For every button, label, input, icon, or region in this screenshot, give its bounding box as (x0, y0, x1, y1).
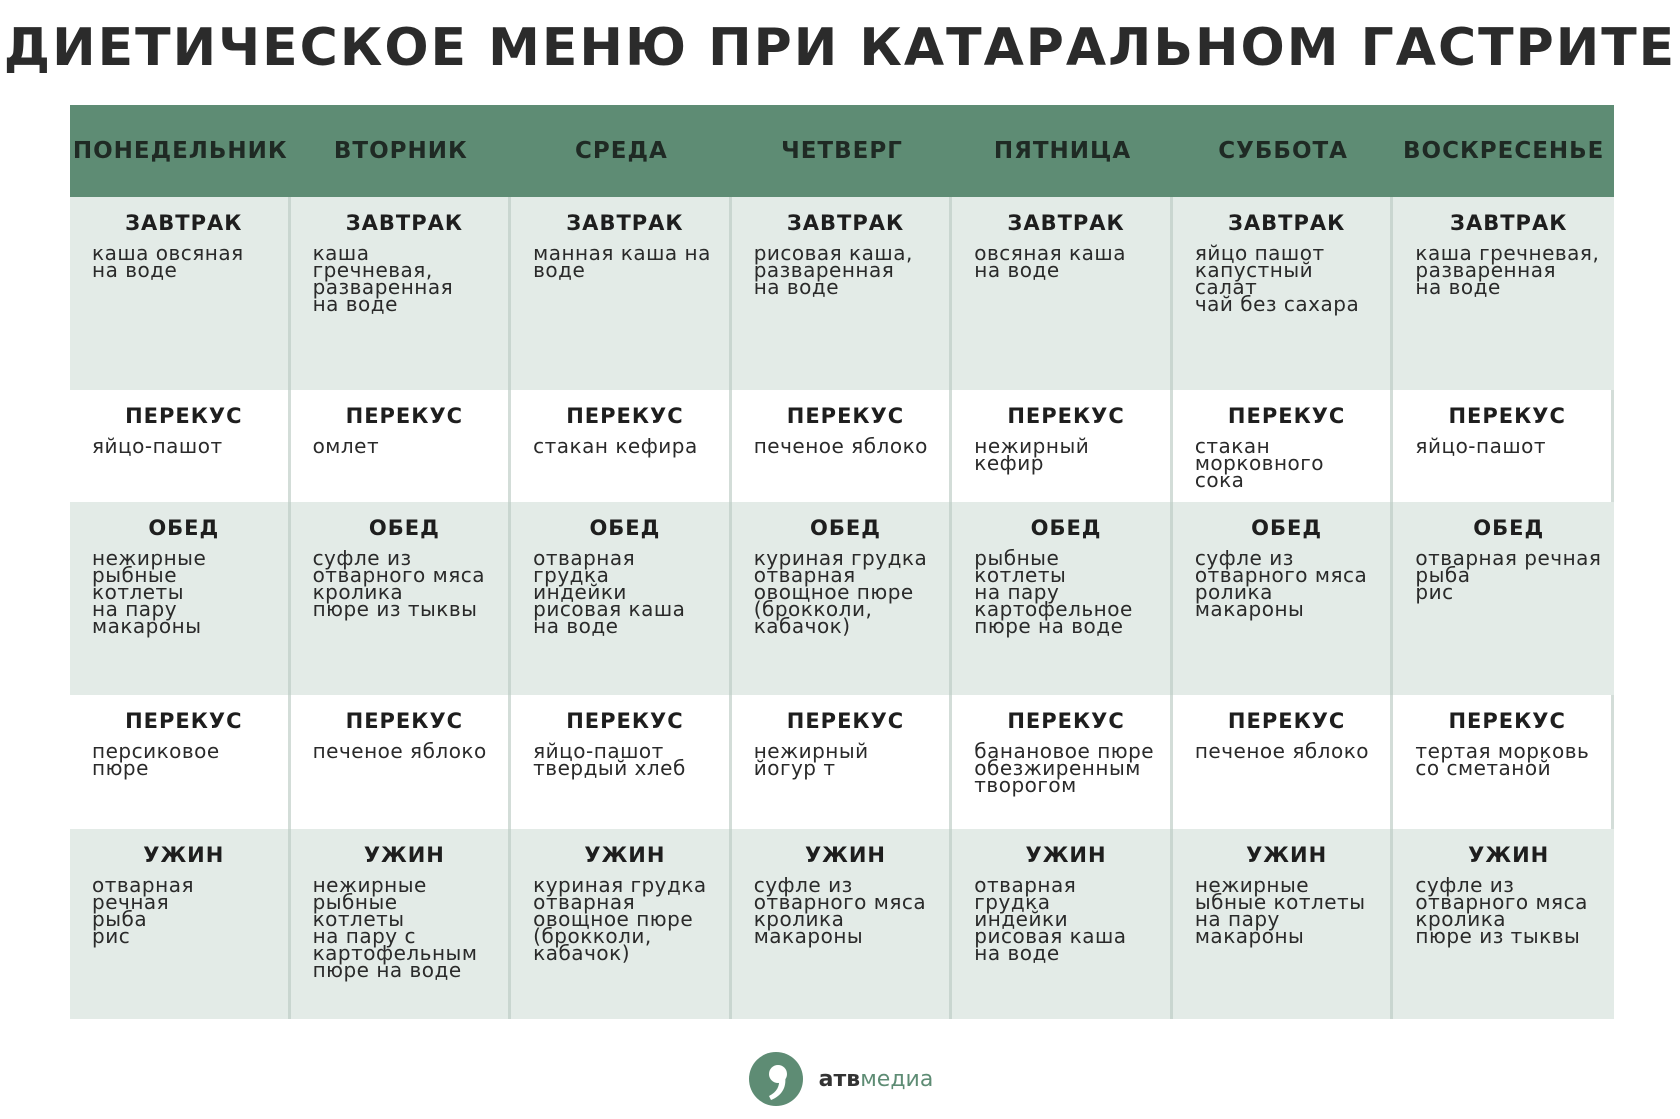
meal-items: суфле из отварного мяса кролика пюре из тыквы (1415, 873, 1588, 948)
menu-cell (952, 197, 1173, 390)
meal-items: тертая морковь со сметаной (1415, 739, 1590, 780)
meal-label: ПЕРЕКУС (1007, 709, 1125, 733)
meal-items: куриная грудка отварная овощное пюре (брокколи, кабачок) (753, 546, 928, 638)
meal-items: яйцо пашот капустный салат чай без сахара (1194, 241, 1360, 316)
page-title: ДИЕТИЧЕСКОЕ МЕНЮ ПРИ КАТАРАЛЬНОМ ГАСТРИТЕ (3, 18, 1677, 78)
menu-cell (952, 502, 1173, 695)
menu-cell (732, 695, 953, 829)
menu-cell (70, 197, 291, 390)
meal-label: УЖИН (804, 843, 887, 867)
meal-items: нежирные ыбные котлеты на пару макароны (1194, 873, 1366, 948)
menu-cell (952, 695, 1173, 829)
menu-cell (1173, 197, 1394, 390)
meal-items: рисовая каша, разваренная на воде (753, 241, 913, 299)
meal-label: ЗАВТРАК (1007, 211, 1125, 235)
menu-cell (511, 502, 732, 695)
day-header: ЧЕТВЕРГ (732, 105, 953, 197)
day-header: ВОСКРЕСЕНЬЕ (1393, 105, 1614, 197)
meal-label: ПЕРЕКУС (1007, 404, 1125, 428)
brand-name (819, 1067, 934, 1092)
meal-label: ПЕРЕКУС (786, 404, 905, 428)
meal-items: куриная грудка отварная овощное пюре (брокколи, кабачок) (533, 873, 707, 965)
menu-cell (1393, 502, 1614, 695)
menu-cell (1393, 197, 1614, 390)
menu-cell (291, 502, 512, 695)
menu-table (70, 105, 1614, 1019)
menu-cell (1173, 695, 1394, 829)
meal-items: каша гречневая, разваренная на воде (312, 241, 454, 316)
meal-label: ОБЕД (368, 516, 440, 540)
meal-label: УЖИН (143, 843, 225, 867)
menu-cell (732, 829, 953, 1019)
meal-items: отварная речная рыба рис (1415, 546, 1602, 604)
menu-cell (1173, 502, 1394, 695)
meal-label: УЖИН (1468, 843, 1550, 867)
meal-label: ОБЕД (1251, 516, 1323, 540)
day-header: ПОНЕДЕЛЬНИК (70, 105, 291, 197)
meal-label: УЖИН (363, 843, 445, 867)
meal-items: нежирный кефир (974, 434, 1090, 475)
brand-bold: атв (818, 1066, 861, 1092)
menu-cell (70, 390, 291, 502)
menu-cell (1173, 829, 1394, 1019)
meal-items: суфле из отварного мяса кролика макароны (753, 873, 927, 948)
meal-items: отварная речная рыба рис (92, 873, 194, 948)
meal-label: ОБЕД (810, 516, 881, 540)
day-header: ПЯТНИЦА (952, 105, 1173, 197)
menu-cell (732, 502, 953, 695)
meal-label: УЖИН (1025, 843, 1107, 867)
meal-items: стакан кефира (533, 434, 698, 458)
meal-items: суфле из отварного мяса кролика пюре из тыквы (312, 546, 485, 621)
meal-label: ЗАВТРАК (1450, 211, 1568, 235)
atv-logo-icon (747, 1050, 805, 1108)
meal-items: овсяная каша на воде (974, 241, 1126, 282)
meal-label: ПЕРЕКУС (125, 709, 243, 733)
meal-label: ПЕРЕКУС (1227, 709, 1346, 733)
meal-items: отварная грудка индейки рисовая каша на воде (974, 873, 1127, 965)
footer (0, 1050, 1680, 1108)
meal-label: ПЕРЕКУС (345, 404, 464, 428)
menu-cell (291, 390, 512, 502)
menu-cell (952, 390, 1173, 502)
meal-label: ПЕРЕКУС (566, 709, 684, 733)
menu-cell (952, 829, 1173, 1019)
meal-label: УЖИН (584, 843, 666, 867)
meal-label: ЗАВТРАК (125, 211, 243, 235)
meal-items: печеное яблоко (312, 739, 487, 763)
meal-label: ПЕРЕКУС (1227, 404, 1346, 428)
meal-items: нежирные рыбные котлеты на пару с картофельным пюре на воде (312, 873, 478, 982)
meal-items: персиковое пюре (92, 739, 220, 780)
meal-label: ПЕРЕКУС (566, 404, 684, 428)
meal-label: ЗАВТРАК (786, 211, 905, 235)
meal-label: ПЕРЕКУС (125, 404, 243, 428)
meal-items: омлет (312, 434, 380, 458)
meal-items: отварная грудка индейки рисовая каша на воде (533, 546, 686, 638)
meal-items: манная каша на воде (533, 241, 711, 282)
day-header: СРЕДА (511, 105, 732, 197)
meal-label: ПЕРЕКУС (1448, 404, 1566, 428)
menu-cell (70, 829, 291, 1019)
meal-label: УЖИН (1246, 843, 1328, 867)
meal-items: рыбные котлеты на пару картофельное пюре на воде (974, 546, 1133, 638)
meal-items: яйцо-пашот (92, 434, 223, 458)
meal-items: яйцо-пашот (1415, 434, 1547, 458)
meal-label: ЗАВТРАК (566, 211, 684, 235)
menu-cell (511, 390, 732, 502)
meal-label: ЗАВТРАК (1227, 211, 1346, 235)
meal-label: ЗАВТРАК (345, 211, 463, 235)
menu-cell (1393, 390, 1614, 502)
menu-cell (511, 829, 732, 1019)
meal-label: ПЕРЕКУС (345, 709, 464, 733)
meal-items: банановое пюре обезжиренным творогом (974, 739, 1155, 797)
menu-cell (1393, 695, 1614, 829)
meal-items: печеное яблоко (1194, 739, 1370, 763)
menu-cell (291, 197, 512, 390)
meal-items: каша гречневая, разваренная на воде (1415, 241, 1600, 299)
menu-cell (1393, 829, 1614, 1019)
menu-cell (70, 502, 291, 695)
meal-items: яйцо-пашот твердый хлеб (533, 739, 686, 780)
meal-items: нежирные рыбные котлеты на пару макароны (92, 546, 207, 638)
menu-cell (291, 829, 512, 1019)
menu-cell (511, 695, 732, 829)
brand-light: медиа (860, 1066, 934, 1092)
meal-items: нежирный йогур т (753, 739, 869, 780)
day-header: СУББОТА (1173, 105, 1394, 197)
meal-label: ОБЕД (589, 516, 661, 540)
menu-cell (1173, 390, 1394, 502)
meal-label: ОБЕД (148, 516, 220, 540)
meal-items: печеное яблоко (753, 434, 928, 458)
meal-items: суфле из отварного мяса ролика макароны (1194, 546, 1368, 621)
meal-items: стакан морковного сока (1194, 434, 1325, 492)
meal-label: ОБЕД (1473, 516, 1545, 540)
meal-label: ПЕРЕКУС (1448, 709, 1566, 733)
meal-label: ОБЕД (1030, 516, 1102, 540)
day-header: ВТОРНИК (291, 105, 512, 197)
menu-cell (732, 390, 953, 502)
menu-cell (70, 695, 291, 829)
meal-items: каша овсяная на воде (92, 241, 244, 282)
menu-cell (291, 695, 512, 829)
menu-cell (732, 197, 953, 390)
menu-cell (511, 197, 732, 390)
meal-label: ПЕРЕКУС (786, 709, 905, 733)
